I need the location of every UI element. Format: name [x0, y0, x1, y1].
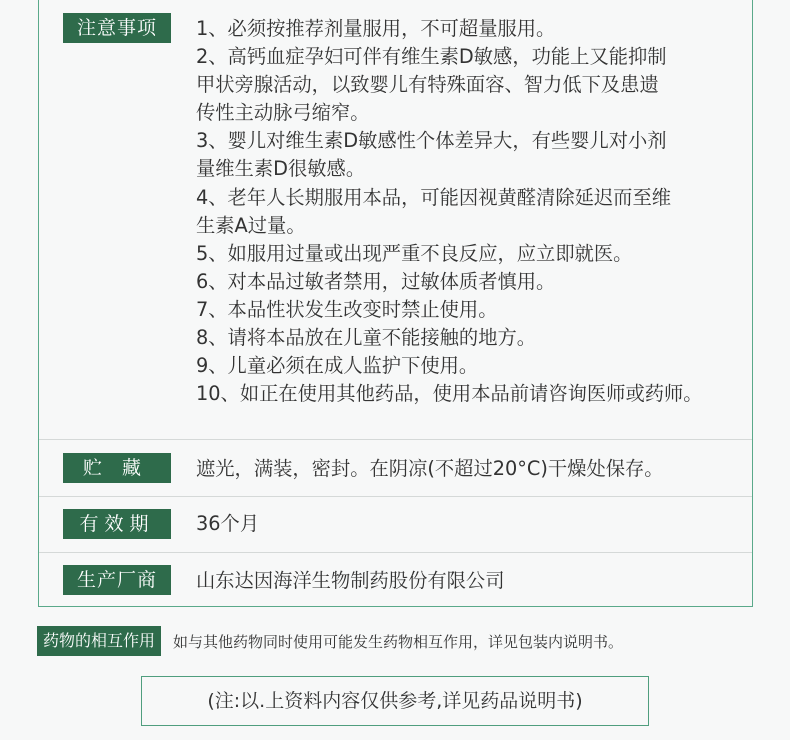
precaution-line: 2、高钙血症孕妇可伴有维生素D敏感，功能上又能抑制 — [196, 45, 667, 69]
interaction-row — [37, 626, 623, 656]
drug-info-panel — [38, 0, 753, 607]
precaution-line: 5、如服用过量或出现严重不良反应，应立即就医。 — [196, 241, 633, 265]
manufacturer-label: 生产厂商 — [63, 565, 171, 595]
validity-label: 有效期 — [63, 509, 171, 539]
storage-label: 贮藏 — [63, 453, 171, 483]
precaution-line: 9、儿童必须在成人监护下使用。 — [196, 354, 479, 378]
manufacturer-text: 山东达因海洋生物制药股份有限公司 — [196, 569, 505, 592]
manufacturer-row — [39, 553, 752, 607]
precaution-line: 量维生素D很敏感。 — [196, 157, 366, 181]
precaution-line: 6、对本品过敏者禁用，过敏体质者慎用。 — [196, 269, 556, 293]
storage-text: 遮光，满装，密封。在阴凉(不超过20°C)干燥处保存。 — [196, 457, 664, 480]
precaution-line: 8、请将本品放在儿童不能接触的地方。 — [196, 326, 537, 350]
precaution-line: 1、必须按推荐剂量服用，不可超量服用。 — [196, 17, 556, 40]
disclaimer-box: (注:以.上资料内容仅供参考,详见药品说明书) — [141, 676, 649, 726]
precaution-line: 甲状旁腺活动，以致婴儿有特殊面容、智力低下及患遗 — [196, 73, 659, 97]
precautions-content — [196, 15, 748, 408]
storage-row — [39, 440, 752, 496]
precautions-row — [39, 0, 752, 438]
validity-text: 36个月 — [196, 512, 260, 535]
precaution-line: 传性主动脉弓缩窄。 — [196, 101, 370, 125]
precautions-label: 注意事项 — [63, 13, 171, 43]
precaution-line: 3、婴儿对维生素D敏感性个体差异大，有些婴儿对小剂 — [196, 129, 667, 153]
precaution-line: 生素A过量。 — [196, 213, 306, 237]
interaction-label: 药物的相互作用 — [37, 626, 161, 656]
interaction-text: 如与其他药物同时使用可能发生药物相互作用，详见包装内说明书。 — [173, 632, 624, 651]
precaution-line: 4、老年人长期服用本品，可能因视黄醛清除延迟而至维 — [196, 185, 672, 209]
precaution-line: 10、如正在使用其他药品，使用本品前请咨询医师或药师。 — [196, 382, 703, 406]
precaution-line: 7、本品性状发生改变时禁止使用。 — [196, 297, 498, 321]
validity-row — [39, 497, 752, 552]
